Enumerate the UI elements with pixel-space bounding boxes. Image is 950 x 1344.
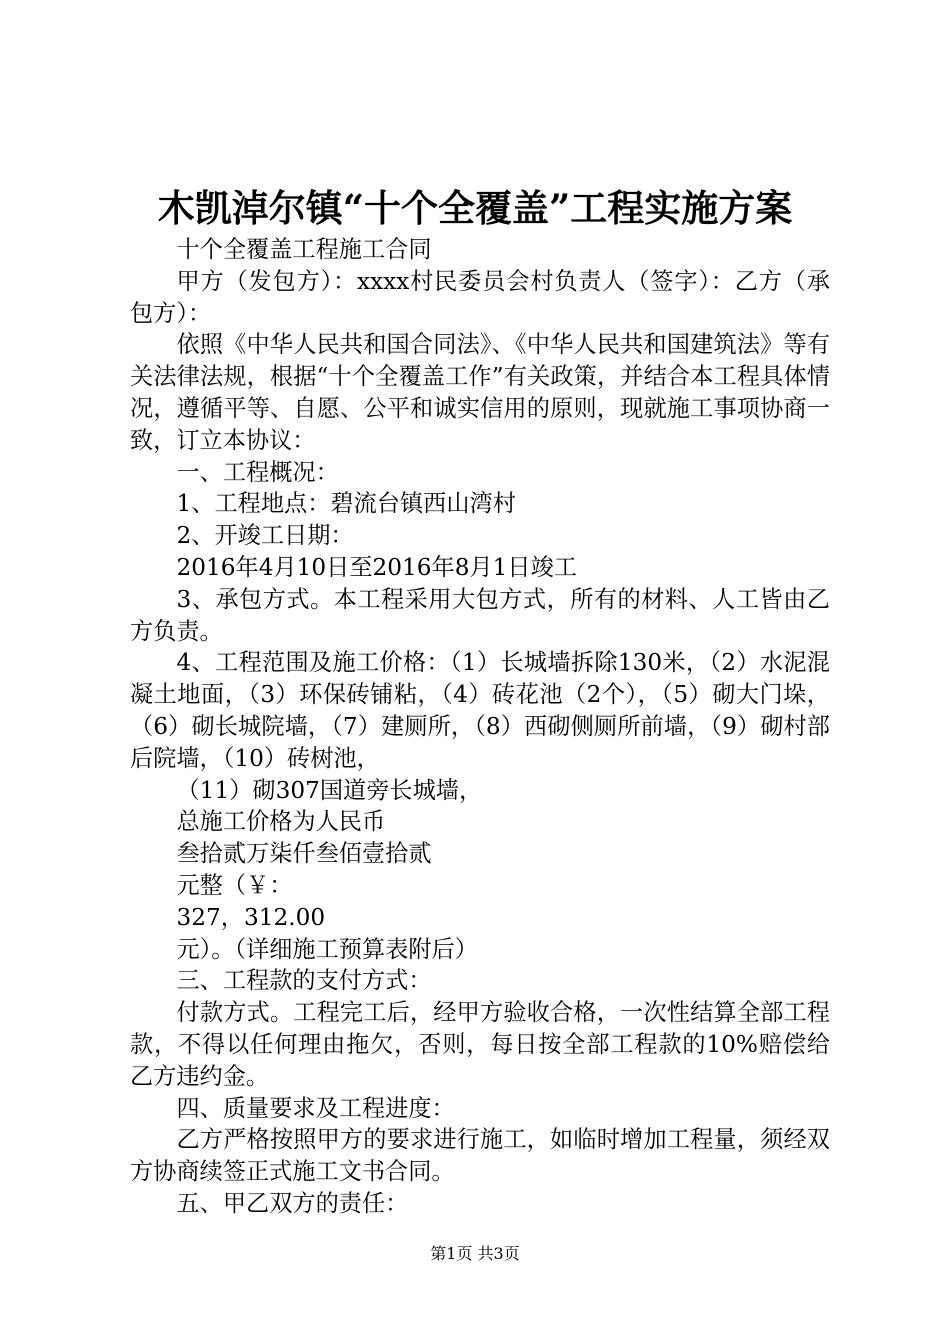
paragraph-location: 1、工程地点：碧流台镇西山湾村 (176, 490, 516, 518)
document-title: 木凯淖尔镇“十个全覆盖”工程实施方案 (157, 186, 793, 230)
paragraph-total-price: 总施工价格为人民币 (176, 808, 386, 836)
section-heading-payment: 三、工程款的支付方式： (176, 967, 432, 995)
paragraph-legal-basis: 依照《中华人民共和国合同法》、《中华人民共和国建筑法》等有关法律法规，根据“十个全覆盖工作”有关政策，并结合本工程具体情况，遵循平等、自愿、公平和诚实信用的原则，现就施工事项协商一致，订立本协议： (130, 331, 830, 454)
section-heading-overview: 一、工程概况： (176, 458, 339, 486)
page-footer: 第1页 共3页 (430, 1244, 520, 1263)
section-heading-quality: 四、质量要求及工程进度： (176, 1094, 455, 1122)
paragraph-scope: 4、工程范围及施工价格：（1）长城墙拆除130米，（2）水泥混凝土地面，（3）环保砖铺粘，（4）砖花池（2个），（5）砌大门垛，（6）砌长城院墙，（7）建厕所，（8）西砌侧厕所前墙，（9）砌村部后院墙，（10）砖树池， (130, 649, 830, 772)
paragraph-dates-heading: 2、开竣工日期： (176, 522, 354, 550)
paragraph-payment: 付款方式。工程完工后，经甲方验收合格，一次性结算全部工程款，不得以任何理由拖欠，否则，每日按全部工程款的10%赔偿给乙方违约金。 (130, 999, 830, 1090)
document-body (130, 234, 830, 1220)
paragraph-scope-item-11: （11）砌307国道旁长城墙， (176, 776, 483, 804)
paragraph-dates: 2016年4月10日至2016年8月1日竣工 (176, 553, 577, 581)
paragraph-parties: 甲方（发包方）：xxxx村民委员会村负责人（签字）：乙方（承包方）： (130, 267, 830, 327)
section-heading-responsibilities: 五、甲乙双方的责任： (176, 1189, 409, 1217)
paragraph-price-amount: 327，312.00 (176, 903, 326, 931)
paragraph-price-note: 元）。（详细施工预算表附后） (176, 935, 478, 963)
paragraph-contract-title: 十个全覆盖工程施工合同 (176, 236, 432, 263)
paragraph-price-currency: 元整（￥： (176, 871, 293, 899)
paragraph-price-words: 叁拾贰万柒仟叁佰壹拾贰 (176, 840, 432, 868)
paragraph-quality: 乙方严格按照甲方的要求进行施工，如临时增加工程量，须经双方协商续签正式施工文书合同。 (130, 1126, 830, 1186)
paragraph-contract-method: 3、承包方式。本工程采用大包方式，所有的材料、人工皆由乙方负责。 (130, 585, 830, 645)
